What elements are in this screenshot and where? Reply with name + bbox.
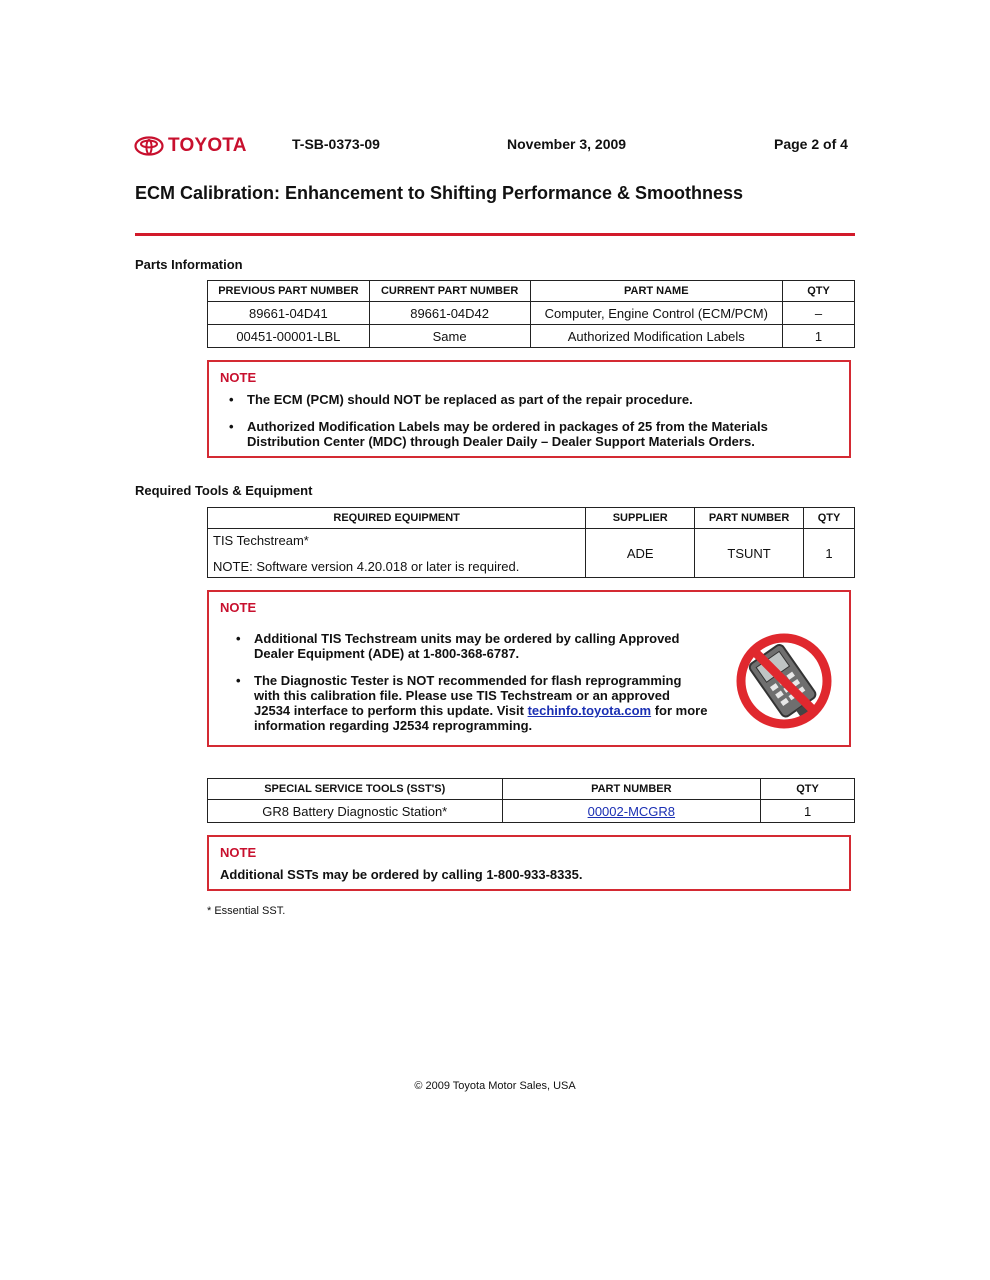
bullet-icon: • (236, 673, 241, 688)
table-row (208, 529, 855, 578)
table-row (208, 800, 855, 823)
note-bullet-text: Authorized Modification Labels may be ordered in packages of 25 from the Materials (247, 419, 768, 434)
no-diagnostic-tester-icon (733, 630, 835, 732)
equipment-name: TIS Techstream* (213, 533, 309, 548)
column-header: SUPPLIER (586, 508, 695, 529)
parts-table (207, 280, 855, 348)
column-header: CURRENT PART NUMBER (369, 281, 530, 302)
table-cell (208, 529, 586, 578)
copyright: © 2009 Toyota Motor Sales, USA (414, 1080, 576, 1092)
note-bullet-text: for more (651, 703, 708, 718)
column-header: QTY (783, 281, 855, 302)
table-cell: ADE (586, 529, 695, 578)
table-cell: GR8 Battery Diagnostic Station* (208, 800, 503, 823)
column-header: PREVIOUS PART NUMBER (208, 281, 370, 302)
bullet-icon: • (236, 631, 241, 646)
note-bullet-text: with this calibration file. Please use TIS Techstream or an approved (254, 688, 670, 703)
table-cell: 89661-04D42 (369, 302, 530, 325)
sst-table (207, 778, 855, 823)
table-cell: – (783, 302, 855, 325)
note-bullet-text: The ECM (PCM) should NOT be replaced as part of the repair procedure. (247, 392, 693, 407)
note-text: Additional SSTs may be ordered by calling 1-800-933-8335. (220, 867, 583, 882)
tools-table (207, 507, 855, 578)
table-cell: Same (369, 325, 530, 348)
table-cell: 00451-00001-LBL (208, 325, 370, 348)
sst-part-number-link[interactable]: 00002-MCGR8 (587, 803, 676, 819)
parts-section-label: Parts Information (135, 257, 243, 272)
note-title: NOTE (220, 370, 257, 385)
table-header-row (208, 281, 855, 302)
note-bullet-text: information regarding J2534 reprogramming. (254, 718, 533, 733)
note-bullet-text: Additional TIS Techstream units may be ordered by calling Approved (254, 631, 680, 646)
column-header: SPECIAL SERVICE TOOLS (SST'S) (208, 779, 503, 800)
page-title: ECM Calibration: Enhancement to Shifting Performance & Smoothness (135, 183, 744, 203)
column-header: REQUIRED EQUIPMENT (208, 508, 586, 529)
note-bullet-text: Dealer Equipment (ADE) at 1-800-368-6787. (254, 646, 520, 661)
column-header: PART NUMBER (695, 508, 804, 529)
tools-section-label: Required Tools & Equipment (135, 483, 313, 498)
note-title: NOTE (220, 600, 257, 615)
column-header: PART NUMBER (502, 779, 761, 800)
bullet-icon: • (229, 392, 234, 407)
note-bullet-line (254, 703, 707, 718)
note-box (207, 835, 851, 891)
page-number: Page 2 of 4 (774, 136, 848, 152)
footnote: * Essential SST. (207, 905, 286, 917)
note-bullet-text: J2534 interface to perform this update. Visit (254, 703, 528, 718)
table-header-row (208, 779, 855, 800)
table-cell: 1 (804, 529, 855, 578)
bullet-icon: • (229, 419, 234, 434)
bulletin-number: T-SB-0373-09 (292, 136, 380, 152)
logo-wordmark: TOYOTA (168, 135, 247, 156)
table-row (208, 302, 855, 325)
equipment-note: NOTE: Software version 4.20.018 or later is required. (213, 559, 520, 574)
table-cell: Authorized Modification Labels (530, 325, 783, 348)
note-box (207, 360, 851, 458)
table-cell: TSUNT (695, 529, 804, 578)
table-header-row (208, 508, 855, 529)
table-cell (502, 800, 761, 823)
toyota-logo-icon (134, 136, 164, 156)
table-cell: 1 (761, 800, 855, 823)
note-bullet-text: Distribution Center (MDC) through Dealer Daily – Dealer Support Materials Orders. (247, 434, 755, 449)
table-row (208, 325, 855, 348)
note-title: NOTE (220, 845, 257, 860)
table-cell: Computer, Engine Control (ECM/PCM) (530, 302, 783, 325)
column-header: PART NAME (530, 281, 783, 302)
table-cell: 89661-04D41 (208, 302, 370, 325)
techinfo-link[interactable]: techinfo.toyota.com (527, 703, 652, 718)
table-cell: 1 (783, 325, 855, 348)
note-bullet-text: The Diagnostic Tester is NOT recommended for flash reprogramming (254, 673, 682, 688)
bulletin-date: November 3, 2009 (507, 136, 627, 152)
toyota-logo (134, 133, 247, 159)
column-header: QTY (804, 508, 855, 529)
column-header: QTY (761, 779, 855, 800)
note-box (207, 590, 851, 747)
title-rule (135, 233, 855, 236)
